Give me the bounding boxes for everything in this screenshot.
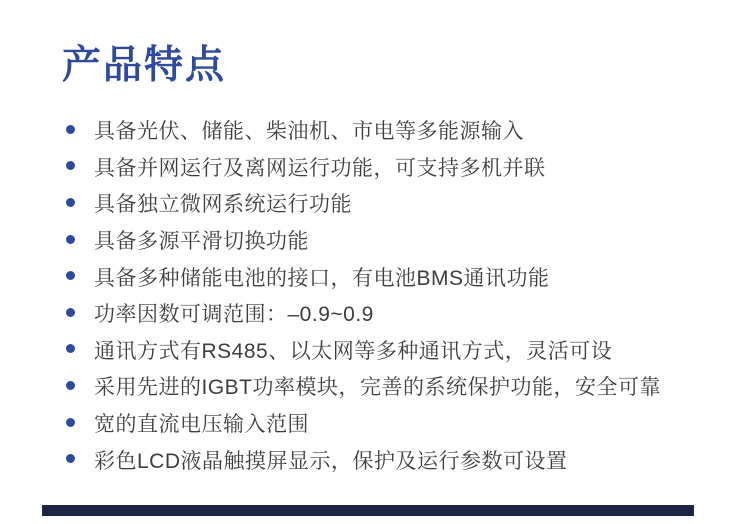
bullet-icon: [66, 308, 75, 317]
list-item: [66, 258, 716, 295]
bullet-icon: [66, 344, 75, 353]
bullet-icon: [66, 418, 75, 427]
list-item: [66, 149, 716, 186]
feature-text: 通讯方式有RS485、以太网等多种通讯方式，灵活可设: [94, 339, 613, 363]
bullet-icon: [66, 125, 75, 134]
feature-text: 宽的直流电压输入范围: [94, 413, 309, 437]
feature-text: 彩色LCD液晶触摸屏显示，保护及运行参数可设置: [94, 449, 568, 473]
feature-text: 具备光伏、储能、柴油机、市电等多能源输入: [94, 120, 524, 144]
list-item: [66, 405, 716, 442]
page-title: 产品特点: [62, 44, 227, 87]
list-item: [66, 368, 716, 405]
list-item: [66, 441, 716, 478]
bullet-icon: [66, 198, 75, 207]
bullet-icon: [66, 235, 75, 244]
feature-text: 具备独立微网系统运行功能: [94, 193, 352, 217]
feature-text: 具备多种储能电池的接口，有电池BMS通讯功能: [94, 266, 550, 290]
feature-text: 采用先进的IGBT功率模块，完善的系统保护功能，安全可靠: [94, 376, 662, 400]
list-item: [66, 332, 716, 369]
bullet-icon: [66, 454, 75, 463]
feature-text: 具备多源平滑切换功能: [94, 230, 309, 254]
bullet-icon: [66, 161, 75, 170]
feature-list: [66, 112, 716, 478]
bullet-icon: [66, 271, 75, 280]
list-item: [66, 185, 716, 222]
bullet-icon: [66, 381, 75, 390]
list-item: [66, 295, 716, 332]
feature-text: 具备并网运行及离网运行功能，可支持多机并联: [94, 156, 546, 180]
list-item: [66, 222, 716, 259]
feature-text: 功率因数可调范围：–0.9~0.9: [94, 303, 374, 327]
footer-bar: [42, 505, 694, 516]
list-item: [66, 112, 716, 149]
